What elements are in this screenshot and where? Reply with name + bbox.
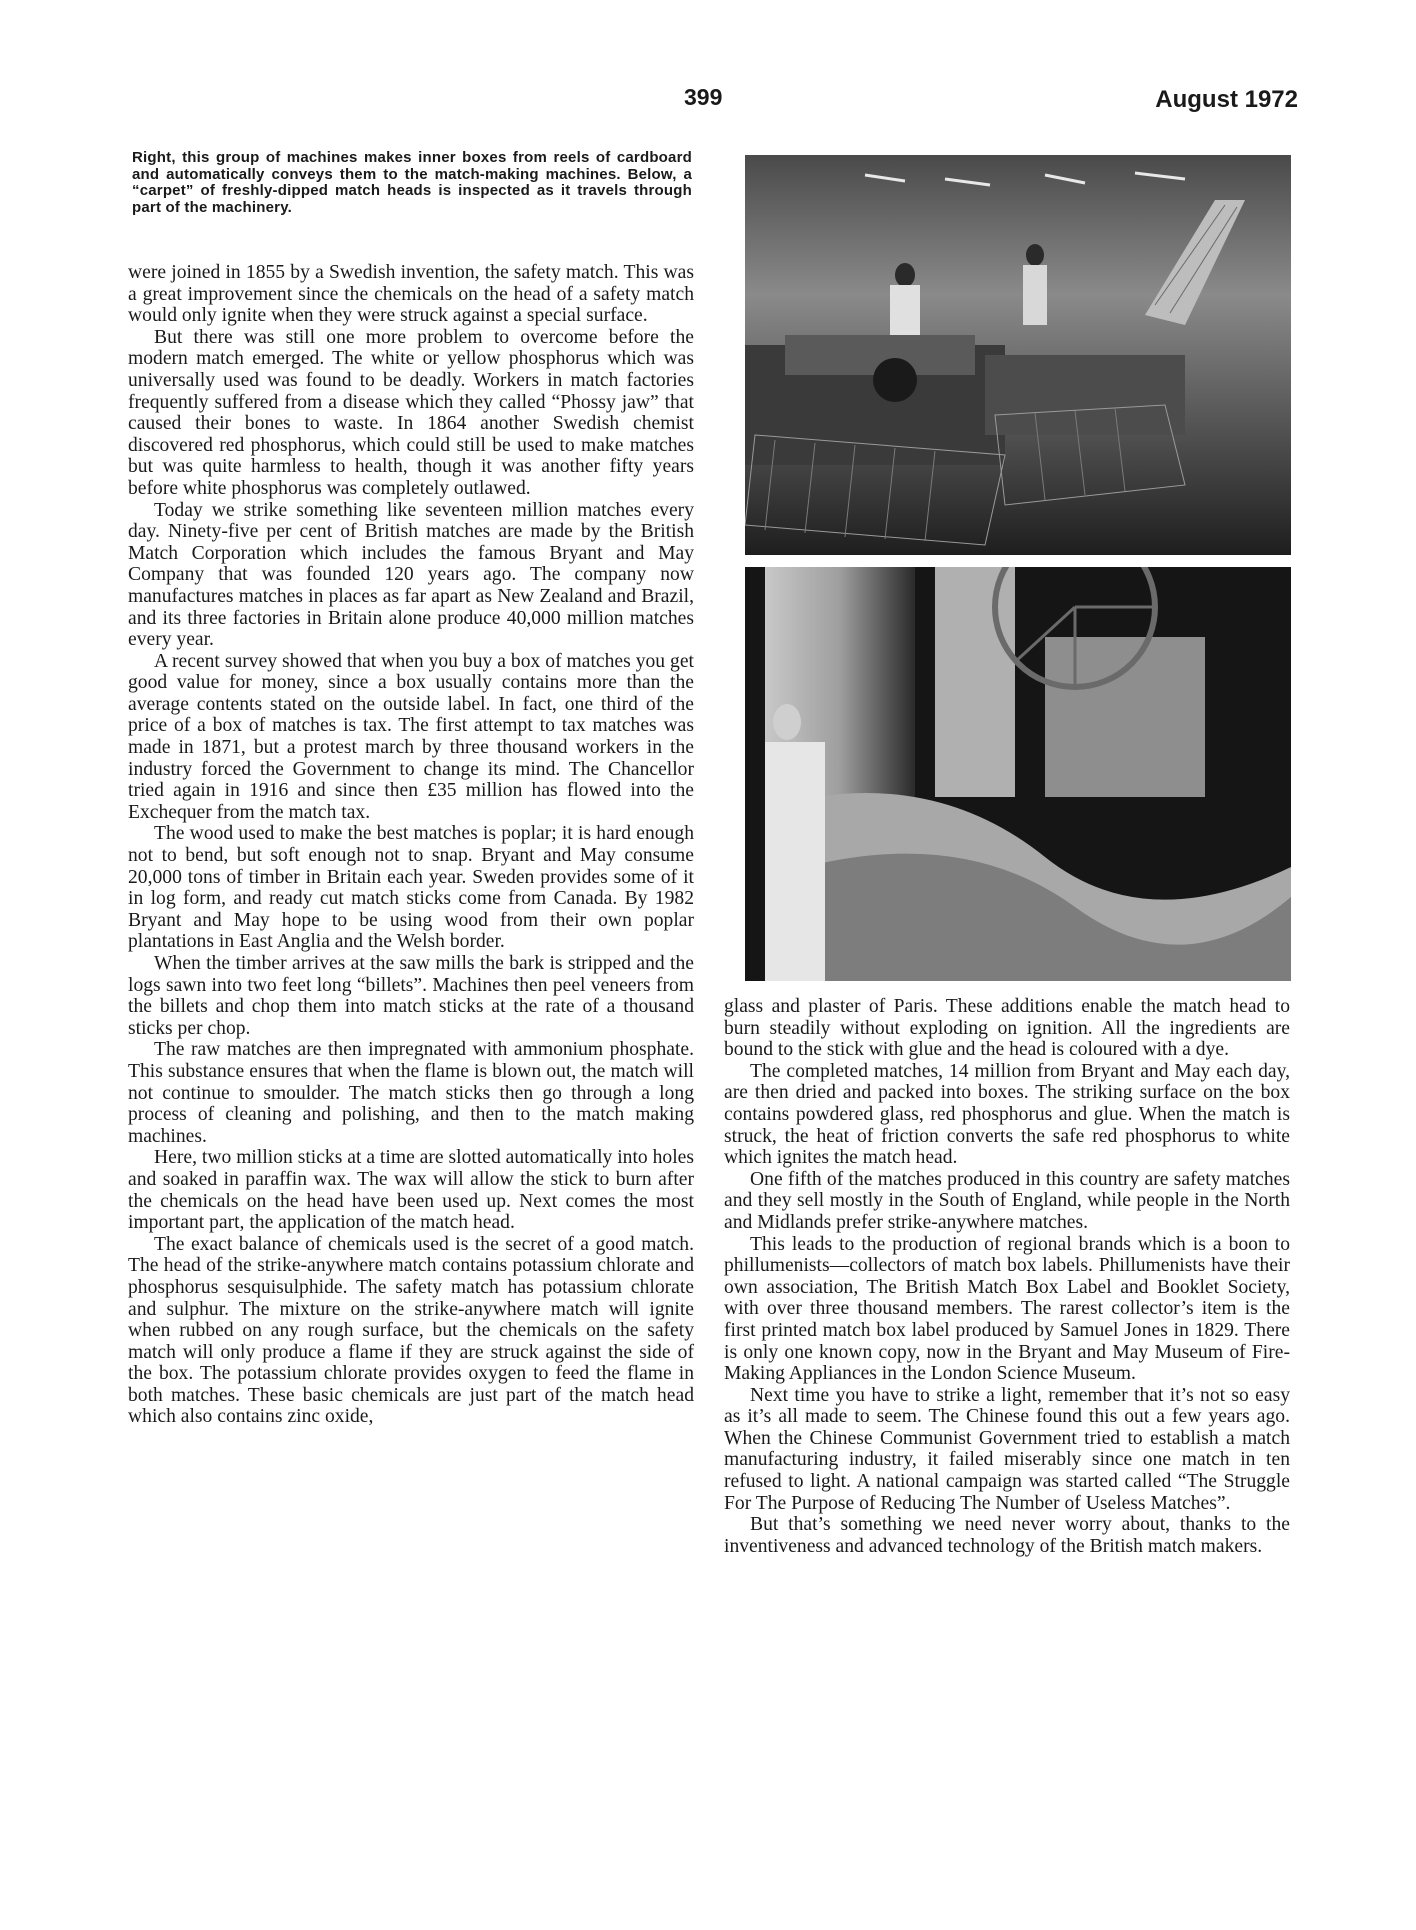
paragraph: A recent survey showed that when you buy a box of matches you get good value for money, since a box usually contains more than the average contents stated on the outside label. In fact, one third of the price of a box of matches is tax. The first attempt to tax matches was made in 1871, but a protest march by three thousand workers in the industry forced the Government to change its mind. The Chancellor tried again in 1916 and since then £35 million has flowed into the Exchequer from the match tax.: [128, 650, 694, 823]
paragraph: This leads to the production of regional brands which is a boon to phillumenists—collectors of match box labels. Phillumenists have their own association, The British Match Box Label and Booklet Society, with over three thousand members. The rarest collector’s item is the first printed match box label produced by Samuel Jones in 1829. There is only one known copy, now in the Bryant and May Museum of Fire-Making Appliances in the London Science Museum.: [724, 1233, 1290, 1385]
photo-caption: Right, this group of machines makes inner boxes from reels of cardboard and automatically conveys them to the match-making machines. Below, a “carpet” of freshly-dipped match heads is inspected as it travels through part of the machinery.: [132, 149, 692, 216]
paragraph: When the timber arrives at the saw mills the bark is stripped and the logs sawn into two feet long “billets”. Machines then peel veneers from the billets and chop them into match sticks at the rate of a thousand sticks per chop.: [128, 953, 694, 1039]
page-number: 399: [684, 84, 723, 110]
paragraph: Next time you have to strike a light, remember that it’s not so easy as it’s all made to seem. The Chinese found this out a few years ago. When the Chinese Communist Government tried to establish a match manufacturing industry, it failed miserably since one match in ten refused to light. A national campaign was started called “The Struggle For The Purpose of Reducing The Number of Useless Matches”.: [724, 1384, 1290, 1514]
paragraph: The wood used to make the best matches is poplar; it is hard enough not to bend, but soft enough not to snap. Bryant and May consume 20,000 tons of timber in Britain each year. Sweden provides some of it in log form, and ready cut match sticks come from Canada. By 1982 Bryant and May hope to be using wood from their own poplar plantations in East Anglia and the Welsh border.: [128, 823, 694, 953]
issue-date: August 1972: [1155, 86, 1298, 113]
paragraph: But there was still one more problem to overcome before the modern match emerged. The white or yellow phosphorus which was universally used was found to be deadly. Workers in match factories frequently suffered from a disease which they called “Phossy jaw” that caused their bones to waste. In 1864 another Swedish chemist discovered red phosphorus, which could still be used to make matches but was quite harmless to health, though it was another fifty years before white phosphorus was completely outlawed.: [128, 326, 694, 499]
paragraph: The exact balance of chemicals used is the secret of a good match. The head of the strike-anywhere match contains potassium chlorate and phosphorus sesquisulphide. The safety match has potassium chlorate and sulphur. The mixture on the strike-anywhere match will ignite when rubbed on any rough surface, but the chemicals on the safety match will only produce a flame if they are struck against the side of the box. The potassium chlorate provides oxygen to feed the flame in both matches. These basic chemicals are just part of the match head which also contains zinc oxide,: [128, 1233, 694, 1428]
paragraph: glass and plaster of Paris. These additions enable the match head to burn steadily without exploding on ignition. All the ingredients are bound to the stick with glue and the head is coloured with a dye.: [724, 996, 1290, 1061]
paragraph: Today we strike something like seventeen million matches every day. Ninety-five per cent of British matches are made by the British Match Corporation which includes the famous Bryant and May Company that was founded 120 years ago. The company now manufactures matches in places as far apart as New Zealand and Brazil, and its three factories in Britain alone produce 40,000 million matches every year.: [128, 499, 694, 651]
paragraph: The raw matches are then impregnated with ammonium phosphate. This substance ensures that when the flame is blown out, the match will not continue to smoulder. The match sticks then go through a long process of cleaning and polishing, and then to the match making machines.: [128, 1039, 694, 1147]
right-column: [724, 996, 1290, 1557]
factory-machines-photo: [745, 155, 1291, 555]
paragraph: One fifth of the matches produced in this country are safety matches and they sell mostly in the South of England, while people in the North and Midlands prefer strike-anywhere matches.: [724, 1168, 1290, 1233]
left-column: [128, 262, 694, 1428]
paragraph: were joined in 1855 by a Swedish invention, the safety match. This was a great improvement since the chemicals on the head of a safety match would only ignite when they were struck against a special surface.: [128, 262, 694, 327]
paragraph: But that’s something we need never worry about, thanks to the inventiveness and advanced technology of the British match makers.: [724, 1514, 1290, 1557]
match-head-carpet-photo: [745, 567, 1291, 981]
paragraph: The completed matches, 14 million from Bryant and May each day, are then dried and packed into boxes. The striking surface on the box contains powdered glass, red phosphorus and glue. When the match is struck, the heat of friction converts the safe red phosphorus to white which ignites the match head.: [724, 1060, 1290, 1169]
paragraph: Here, two million sticks at a time are slotted automatically into holes and soaked in paraffin wax. The wax will allow the stick to burn after the chemicals on the head have been used up. Next comes the most important part, the application of the match head.: [128, 1147, 694, 1234]
